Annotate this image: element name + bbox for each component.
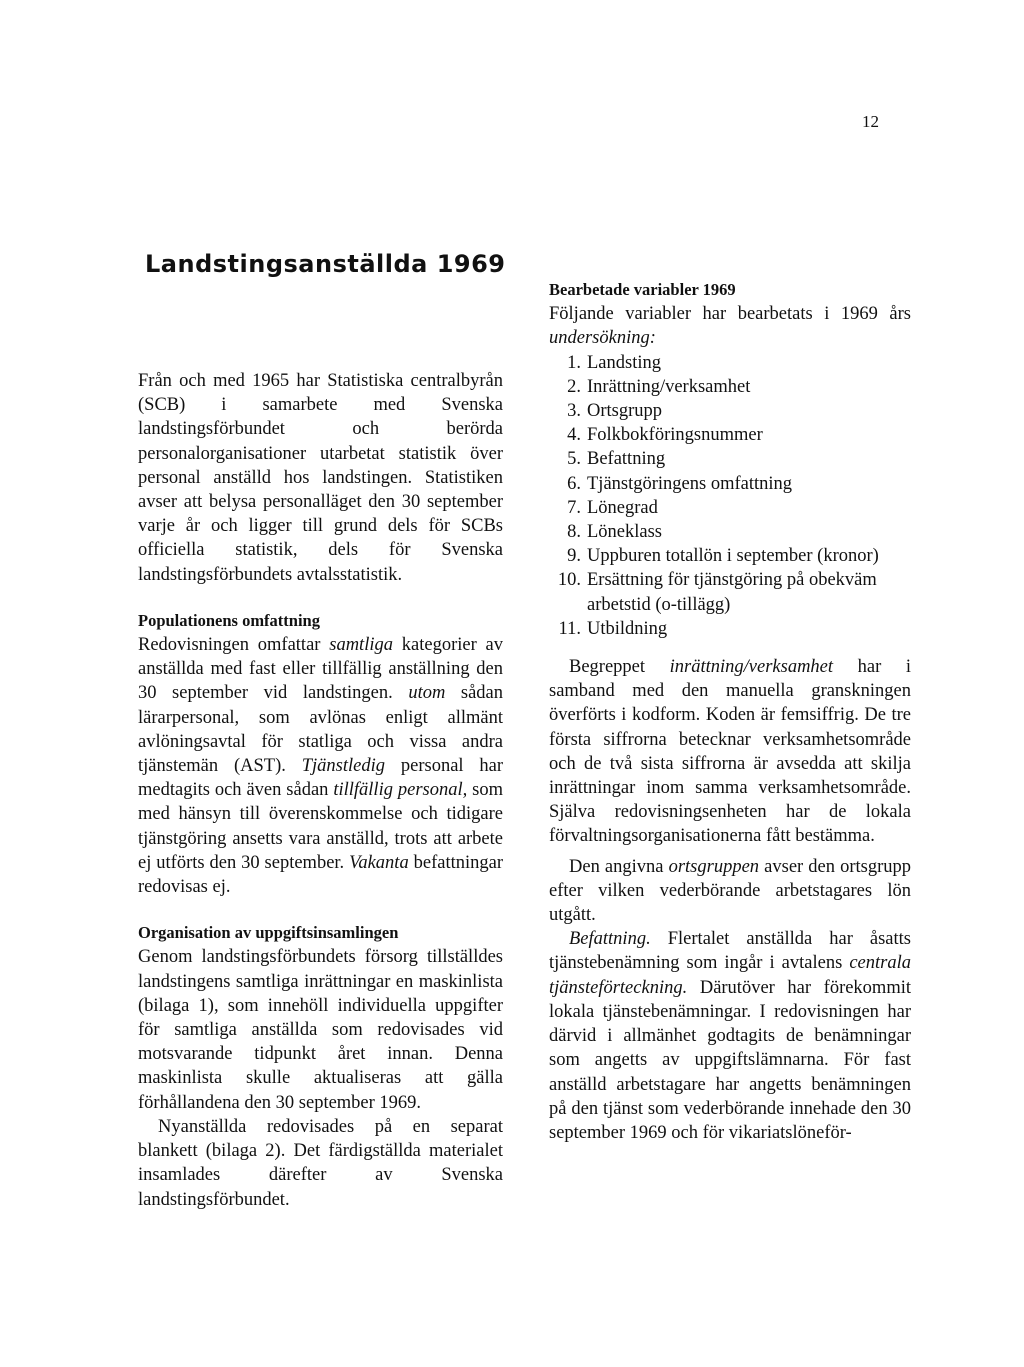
list-item: 4. Folkbokföringsnummer <box>567 425 763 446</box>
left-column <box>138 369 503 1212</box>
organisation-heading: Organisation av uppgiftsinsamlingen <box>138 923 399 943</box>
organisation-paragraph: Genom landstingsförbundets försorg tillställdes landstingens samtliga inrättningar en maskinlista (bilaga 1), som innehöll individuella uppgifter för samtliga anställda som redovisades vid motsvarande tidpunkt året innan. Denna maskinlista skulle aktualiseras att gälla förhållandena den 30 september 1969. <box>138 947 503 1113</box>
variables-heading: Bearbetade variabler 1969 <box>549 280 736 299</box>
list-item: 6. Tjänstgöringens omfattning <box>567 473 793 494</box>
population-heading: Populationens omfattning <box>138 610 320 630</box>
befattning-paragraph: Befattning. Flertalet anställda har åsatts tjänstebenämning som ingår i avtalens centrala tjänsteförteckning. Därutöver har förekommit lokala tjänstebenämningar. I redovisningen har därvid i allmänhet godtagits de benämningar som angetts av uppgiftslämnarna. För fast anställd arbetstagare har angetts benämningen på den tjänst som vederbörande innehade den 30 september 1969 och för vikariatslöneför- <box>549 929 911 1143</box>
list-item: 1. Landsting <box>567 352 661 373</box>
page-number: 12 <box>862 112 879 131</box>
organisation-paragraph-2: Nyanställda redovisades på en separat blankett (bilaga 2). Det färdigställda materialet insamlades därefter av Svenska landstingsförbundet. <box>138 1116 503 1210</box>
list-item: 9. Uppburen totallön i september (kronor) <box>567 546 879 567</box>
ortsgrupp-paragraph: Den angivna ortsgruppen avser den ortsgrupp efter vilken vederbörande arbetstagares lön utgått. <box>549 856 912 926</box>
list-item: 2. Inrättning/verksamhet <box>567 376 751 397</box>
list-item: 5. Befattning <box>567 449 666 470</box>
intro-paragraph: Från och med 1965 har Statistiska centralbyrån (SCB) i samarbete med Svenska landstingsförbundet och berörda personalorganisationer utarbetat statistik över personal anställd hos landstingen. Statistiken avser att belysa personalläget den 30 september varje år och ligger till grund dels för SCBs officiella statistik, dels för Svenska landstingsförbundets avtalsstatistik. <box>138 371 503 585</box>
list-item: 8. Löneklass <box>567 522 663 543</box>
list-item: 10. Ersättning för tjänstgöring på obekväm arbetstid (o-tillägg) <box>557 570 877 615</box>
population-paragraph: Redovisningen omfattar samtliga kategorier av anställda med fast eller tillfällig anställning den 30 september vid landstingen. utom sådan lärarpersonal, som avlönas enligt allmänt avlöningsavtal för statliga och vissa andra tjänstemän (AST). Tjänstledig personal har medtagits och även sådan tillfällig personal, som med hänsyn till överenskommelse och tidigare tjänstgöring ansetts vara anställd, trots att arbete ej utförts den 30 september. Vakanta befattningar redovisas ej. <box>138 635 504 898</box>
list-item: 7. Lönegrad <box>567 497 658 518</box>
list-item: 11. Utbildning <box>558 618 668 639</box>
page-title: Landstingsanställda 1969 <box>145 250 506 278</box>
inrattning-paragraph: Begreppet inrättning/verksamhet har i samband med den manuella granskningen överförts i kodform. Koden är femsiffrig. De tre första siffrorna betecknar verksamhetsområde och de två sista siffrorna är avsedda att skilja inrättningar inom samma verksamhetsområde. Själva redovisningsenheten har de lokala förvaltningsorganisationerna fått bestämma. <box>549 657 912 847</box>
list-item: 3. Ortsgrupp <box>567 401 663 422</box>
variables-intro: Följande variabler har bearbetats i 1969 års undersökning: <box>549 304 911 349</box>
variables-list <box>549 351 911 641</box>
right-column <box>549 182 911 1145</box>
